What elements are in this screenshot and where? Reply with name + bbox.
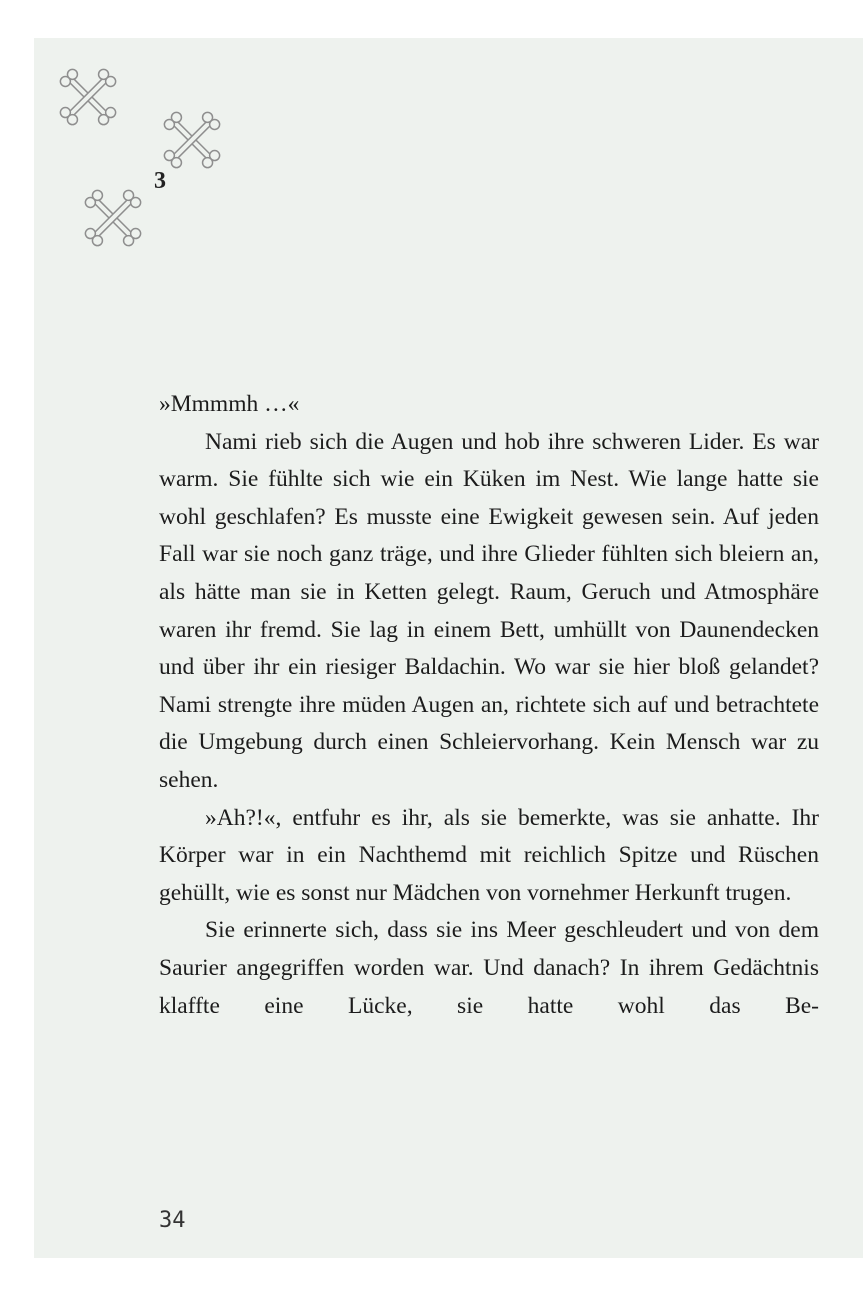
paragraph: Sie erinnerte sich, dass sie ins Meer geschleudert und von dem Saurier angegriffen worden war. Und danach? In ihrem Gedächtnis klaffte eine Lücke, sie hatte wohl das Be-: [159, 917, 819, 1019]
paragraph: Nami rieb sich die Augen und hob ihre schweren Lider. Es war warm. Sie fühlte sich wie ein Küken im Nest. Wie lange hatte sie wohl geschlafen? Es musste eine Ewigkeit gewesen sein. Auf jeden Fall war sie noch ganz träge, und ihre Glieder fühlten sich bleiern an, als hätte man sie in Ketten gelegt. Raum, Geruch und Atmosphäre waren ihr fremd. Sie lag in einem Bett, umhüllt von Daunendecken und über ihr ein riesiger Baldachin. Wo war sie hier bloß gelandet? Nami strengte ihre müden Augen an, richtete sich auf und betrachtete die Umgebung durch einen Schleiervorhang. Kein Mensch war zu sehen.: [159, 428, 819, 793]
body-text: [159, 386, 819, 1025]
book-page: [34, 38, 863, 1258]
crossed-bones-icon: [83, 188, 142, 247]
page-number: 34: [159, 1208, 186, 1233]
paragraph: »Ah?!«, entfuhr es ihr, als sie bemerkte, was sie anhatte. Ihr Körper war in ein Nachthemd mit reichlich Spitze und Rüschen gehüllt, wie es sonst nur Mädchen von vornehmer Herkunft trugen.: [159, 804, 819, 906]
crossed-bones-ornament: [34, 38, 274, 278]
crossed-bones-icon: [162, 110, 221, 169]
chapter-number: 3: [154, 168, 166, 194]
crossed-bones-icon: [58, 67, 117, 126]
paragraph: »Mmmmh …«: [159, 391, 300, 417]
